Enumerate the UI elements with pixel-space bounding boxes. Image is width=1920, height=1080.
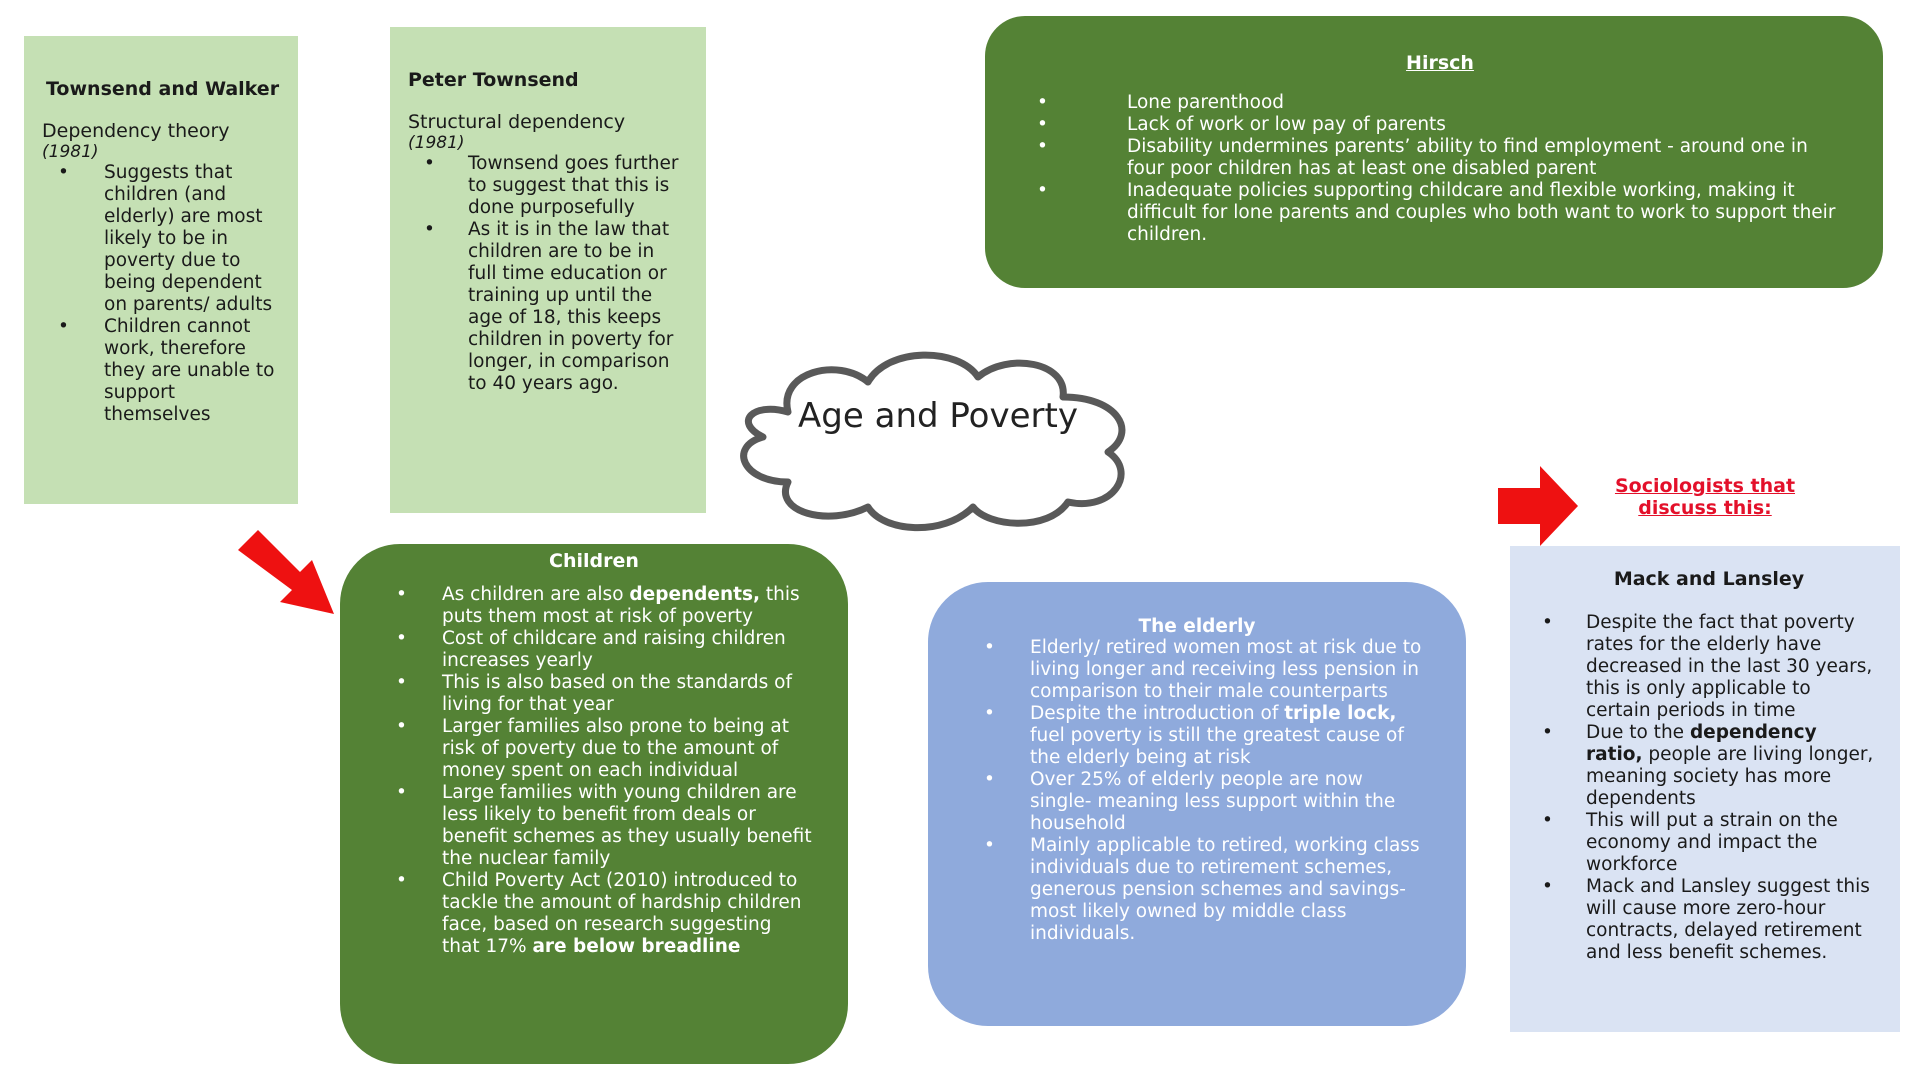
list-item: • Despite the fact that poverty rates for the elderly have decreased in the last 30 years, this is only applicable to certain periods in time [1542, 612, 1876, 722]
list-item: • Lone parenthood [1037, 92, 1843, 114]
list-item: • Mack and Lansley suggest this will cause more zero-hour contracts, delayed retirement and less benefit schemes. [1542, 876, 1876, 964]
peter-townsend-year: (1981) [408, 133, 465, 153]
list-item: • Disability undermines parents’ ability to find employment - around one in four poor children has at least one disabled parent [1037, 136, 1843, 180]
center-title: Age and Poverty [798, 396, 1078, 436]
list-item: • Townsend goes further to suggest that this is done purposefully [408, 153, 688, 219]
hirsch-card [985, 16, 1883, 288]
mack-lansley-points [1542, 612, 1876, 964]
arrow-to-children-icon [238, 530, 338, 620]
list-item: • Despite the introduction of triple lock, fuel poverty is still the greatest cause of the elderly being at risk [984, 703, 1426, 769]
peter-townsend-card [390, 27, 706, 513]
list-item: • Lack of work or low pay of parents [1037, 114, 1843, 136]
list-item: • Child Poverty Act (2010) introduced to tackle the amount of hardship children face, based on research suggesting that 17% are below breadline [396, 870, 812, 958]
townsend-walker-card [24, 36, 298, 504]
list-item: • Inadequate policies supporting childcare and flexible working, making it difficult for lone parents and couples who both want to work to support their children. [1037, 180, 1843, 246]
list-item: • Children cannot work, therefore they are unable to support themselves [42, 316, 280, 426]
townsend-walker-points [42, 162, 280, 426]
list-item: • Due to the dependency ratio, people are living longer, meaning society has more dependents [1542, 722, 1876, 810]
cloud-shape [718, 342, 1158, 532]
children-points [396, 584, 812, 958]
townsend-walker-subtitle: Dependency theory [42, 120, 230, 142]
list-item: • Elderly/ retired women most at risk due to living longer and receiving less pension in comparison to their male counterparts [984, 637, 1426, 703]
elderly-title: The elderly [1138, 616, 1256, 637]
list-item: • This will put a strain on the economy and impact the workforce [1542, 810, 1876, 876]
list-item: • Mainly applicable to retired, working class individuals due to retirement schemes, generous pension schemes and savings- most likely owned by middle class individuals. [984, 835, 1426, 945]
hirsch-points [1037, 92, 1843, 246]
children-card [340, 544, 848, 1064]
elderly-card [928, 582, 1466, 1026]
sociologists-label: Sociologists that discuss this: [1614, 475, 1796, 519]
list-item: • Cost of childcare and raising children increases yearly [396, 628, 812, 672]
list-item: • As children are also dependents, this puts them most at risk of poverty [396, 584, 812, 628]
mack-lansley-title: Mack and Lansley [1613, 568, 1805, 590]
arrow-to-sociologists-icon [1498, 466, 1580, 546]
townsend-walker-year: (1981) [42, 142, 99, 162]
list-item: • Larger families also prone to being at risk of poverty due to the amount of money spent on each individual [396, 716, 812, 782]
children-title: Children [549, 550, 639, 572]
list-item: • As it is in the law that children are to be in full time education or training up until the age of 18, this keeps children in poverty for longer, in comparison to 40 years ago. [408, 219, 688, 395]
peter-townsend-points [408, 153, 688, 395]
peter-townsend-subtitle: Structural dependency [408, 111, 626, 133]
townsend-walker-title: Townsend and Walker [46, 78, 280, 100]
mack-lansley-card [1510, 546, 1900, 1032]
list-item: • This is also based on the standards of living for that year [396, 672, 812, 716]
peter-townsend-title: Peter Townsend [408, 69, 579, 91]
list-item: • Large families with young children are less likely to benefit from deals or benefit schemes as they usually benefit the nuclear family [396, 782, 812, 870]
hirsch-title: Hirsch [1406, 52, 1474, 74]
list-item: • Suggests that children (and elderly) are most likely to be in poverty due to being dependent on parents/ adults [42, 162, 280, 316]
list-item: • Over 25% of elderly people are now single- meaning less support within the household [984, 769, 1426, 835]
elderly-points [984, 637, 1426, 945]
